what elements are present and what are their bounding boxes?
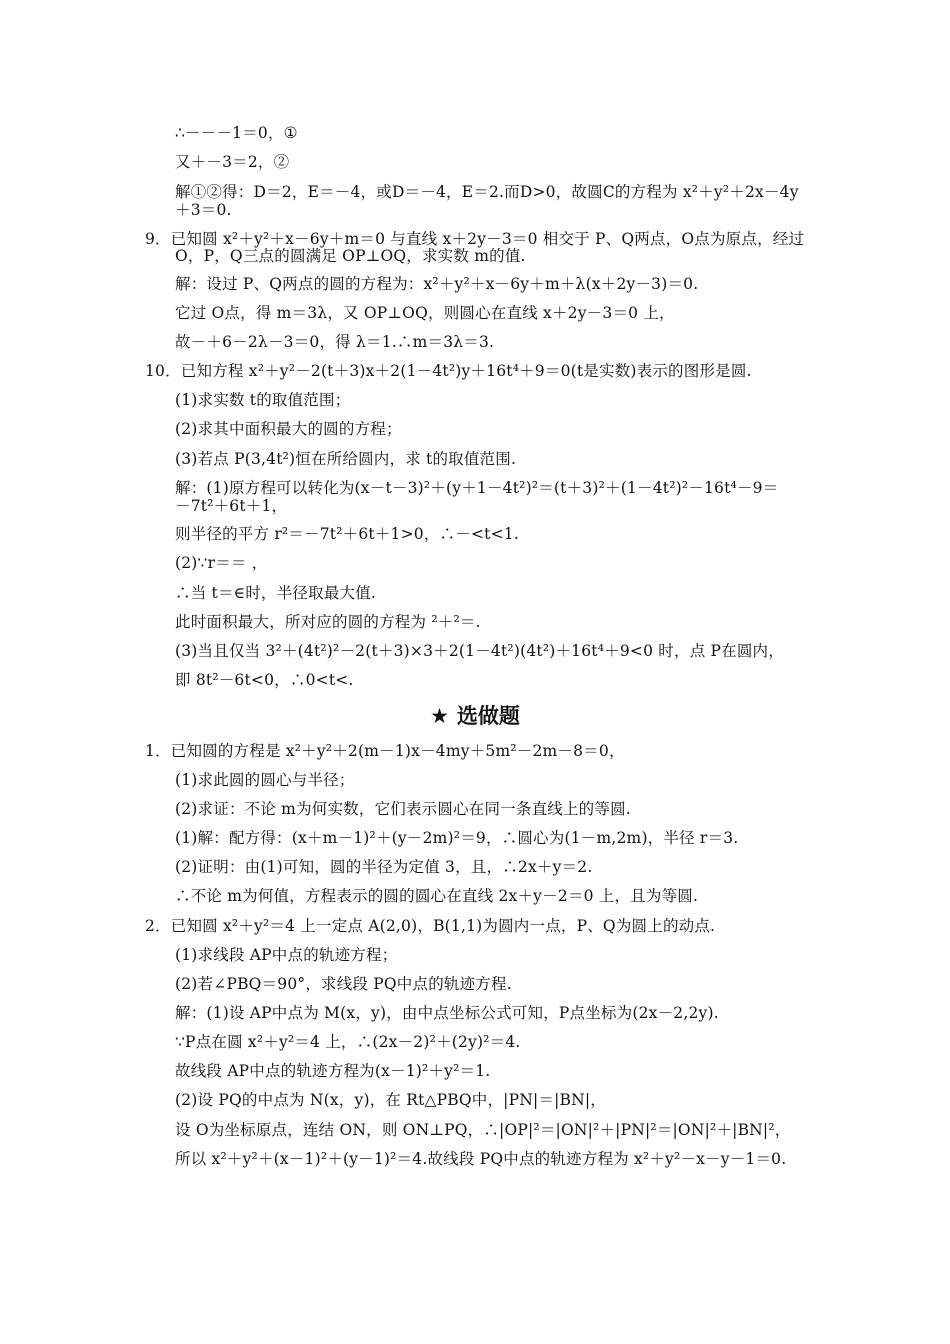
text-line: 此时面积最大，所对应的圆的方程为 ²＋²＝. — [175, 613, 481, 631]
text-line: (3)若点 P(3,4t²)恒在所给圆内，求 t的取值范围. — [175, 450, 517, 468]
text-line: ∵P点在圆 x²＋y²＝4 上，∴(2x－2)²＋(2y)²＝4. — [175, 1033, 521, 1051]
text-line: ∴不论 m为何值，方程表示的圆的圆心在直线 2x＋y－2＝0 上，且为等圆. — [175, 887, 699, 905]
text-line: (2)证明：由(1)可知，圆的半径为定值 3，且，∴2x＋y＝2. — [175, 858, 593, 876]
text-line: (2)∵r＝＝ ， — [175, 554, 268, 572]
text-line: 故线段 AP中点的轨迹方程为(x－1)²＋y²＝1. — [175, 1062, 491, 1080]
text-line: 则半径的平方 r²＝－7t²＋6t＋1>0，∴－<t<1. — [175, 525, 519, 543]
text-line: O，P，Q三点的圆满足 OP⊥OQ，求实数 m的值. — [175, 247, 526, 265]
text-line: (2)求证：不论 m为何实数，它们表示圆心在同一条直线上的等圆. — [175, 800, 631, 818]
text-line: 解：设过 P、Q两点的圆的方程为：x²＋y²＋x－6y＋m＋λ(x＋2y－3)＝0. — [175, 275, 699, 293]
text-line: (2)若∠PBQ＝90°，求线段 PQ中点的轨迹方程. — [175, 975, 512, 993]
optional-problem-2-text: 2．已知圆 x²＋y²＝4 上一定点 A(2,0)，B(1,1)为圆内一点，P、Q为圆上的动点. — [145, 917, 716, 935]
text-line: (2)求其中面积最大的圆的方程； — [175, 420, 402, 438]
problem-10-text: 10．已知方程 x²＋y²－2(t＋3)x＋2(1－4t²)y＋16t⁴＋9＝0(t是实数)表示的图形是圆. — [145, 362, 752, 380]
text-line: 解①②得：D＝2，E＝－4，或D＝－4，E＝2.而D>0，故圆C的方程为 x²＋y²＋2x－4y — [175, 183, 799, 201]
text-line: 故－＋6－2λ－3＝0，得 λ＝1.∴m＝3λ＝3. — [175, 333, 495, 351]
section-title: ★ 选做题 — [430, 704, 520, 728]
star-icon: ★ — [430, 704, 449, 728]
text-line: 它过 O点，得 m＝3λ，又 OP⊥OQ，则圆心在直线 x＋2y－3＝0 上， — [175, 304, 675, 322]
text-line: (1)求此圆的圆心与半径； — [175, 771, 355, 789]
text-line: (2)设 PQ的中点为 N(x，y)，在 Rt△PBQ中，|PN|＝|BN|， — [175, 1091, 607, 1109]
problem-9-text: 9．已知圆 x²＋y²＋x－6y＋m＝0 与直线 x＋2y－3＝0 相交于 P、Q两点，O点为原点，经过 — [145, 230, 805, 248]
text-line: (3)当且仅当 3²＋(4t²)²－2(t＋3)×3＋2(1－4t²)(4t²)＋16t⁴＋9<0 时，点 P在圆内， — [175, 642, 784, 660]
text-line: 解：(1)原方程可以转化为(x－t－3)²＋(y＋1－4t²)²＝(t＋3)²＋(1－4t²)²－16t⁴－9＝ — [175, 479, 779, 497]
text-line: ∴当 t＝∈时，半径取最大值. — [175, 584, 377, 602]
text-line: 即 8t²－6t<0，∴0<t<. — [175, 671, 354, 689]
text-line: (1)求实数 t的取值范围； — [175, 391, 351, 409]
text-line: 设 O为坐标原点，连结 ON，则 ON⊥PQ，∴|OP|²＝|ON|²＋|PN|²＝|ON|²＋|BN|²， — [175, 1121, 791, 1139]
text-line: (1)求线段 AP中点的轨迹方程； — [175, 946, 398, 964]
optional-problem-1-text: 1．已知圆的方程是 x²＋y²＋2(m－1)x－4my＋5m²－2m－8＝0， — [145, 742, 625, 760]
text-line: 又＋－3＝2，② — [175, 153, 290, 171]
text-line: 解：(1)设 AP中点为 M(x，y)，由中点坐标公式可知，P点坐标为(2x－2,2y). — [175, 1004, 719, 1022]
text-line: 所以 x²＋y²＋(x－1)²＋(y－1)²＝4.故线段 PQ中点的轨迹方程为 x²＋y²－x－y－1＝0. — [175, 1150, 787, 1168]
text-line: ＋3＝0. — [175, 201, 232, 219]
text-line: (1)解：配方得：(x＋m－1)²＋(y－2m)²＝9，∴圆心为(1－m,2m)，半径 r＝3. — [175, 829, 739, 847]
text-line: ∴－－－1＝0，① — [175, 124, 298, 142]
text-line: －7t²＋6t＋1， — [175, 497, 288, 515]
